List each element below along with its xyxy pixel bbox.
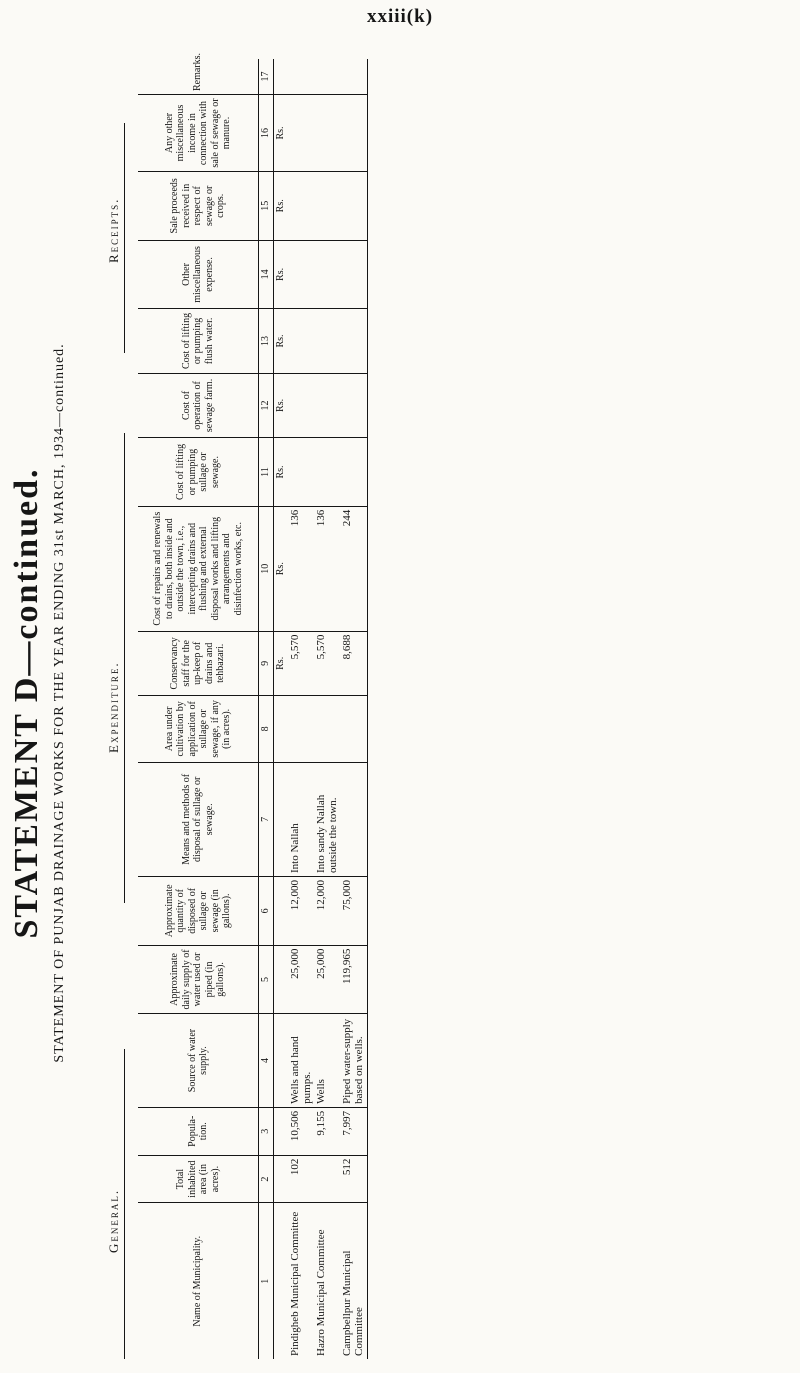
cell-repairs: 244: [340, 506, 367, 631]
col-header: Total inhabited area (in acres).: [138, 1155, 259, 1203]
col-header: Cost of lifting or pumping flush water.: [138, 309, 259, 373]
table-row: [288, 59, 314, 1359]
cell-cons: 5,570: [288, 631, 314, 695]
col-header: Remarks.: [138, 59, 259, 95]
unit-cell: Rs.: [274, 171, 289, 240]
col-header: Popula- tion.: [138, 1107, 259, 1155]
cell-misc: [314, 240, 340, 309]
group-expenditure-line: [124, 433, 125, 903]
cell-method: [340, 762, 367, 876]
col-header: Means and methods of disposal of sullage or sewage.: [138, 762, 259, 876]
col-header: Cost of operation of sewage farm.: [138, 373, 259, 437]
cell-supply: 25,000: [314, 945, 340, 1014]
header-row: [138, 59, 259, 1359]
cell-name: Pindigheb Municipal Committee: [289, 1211, 301, 1356]
col-header: Name of Municipality.: [138, 1203, 259, 1359]
cell-repairs: 136: [288, 506, 314, 631]
col-number: 2: [259, 1155, 274, 1203]
cell-sewage: 12,000: [314, 877, 340, 946]
cell-src: Piped water-supply based on wells.: [340, 1014, 367, 1108]
col-number: 11: [259, 438, 274, 507]
cell-remarks: [288, 59, 314, 95]
col-number: 17: [259, 59, 274, 95]
cell-cult: [314, 696, 340, 763]
unit-cell: Rs.: [274, 373, 289, 437]
cell-area: 102: [288, 1155, 314, 1203]
col-header: Other miscellaneous expense.: [138, 240, 259, 309]
table-row: [314, 59, 340, 1359]
col-number: 9: [259, 631, 274, 695]
cell-lift: [288, 438, 314, 507]
cell-src: Wells: [314, 1014, 340, 1108]
col-number: 14: [259, 240, 274, 309]
cell-lift: [340, 438, 367, 507]
cell-repairs: 136: [314, 506, 340, 631]
col-header: Source of water supply.: [138, 1014, 259, 1108]
cell-sewage: 12,000: [288, 877, 314, 946]
cell-supply: 25,000: [288, 945, 314, 1014]
cell-sale: [314, 171, 340, 240]
drainage-table: [138, 52, 368, 1359]
statement-title: STATEMENT D—continued.: [8, 467, 45, 939]
col-number: 13: [259, 309, 274, 373]
unit-cell: Rs.: [274, 631, 289, 695]
cell-area: [314, 1155, 340, 1203]
table-row: [340, 59, 367, 1359]
col-number: 6: [259, 877, 274, 946]
cell-cons: 5,570: [314, 631, 340, 695]
col-header: Any other miscellaneous income in connection with sale of sewage or manure.: [138, 95, 259, 172]
col-number: 3: [259, 1107, 274, 1155]
col-number: 5: [259, 945, 274, 1014]
cell-mincome: [288, 95, 314, 172]
cell-flush: [288, 309, 314, 373]
cell-misc: [288, 240, 314, 309]
cell-supply: 119,965: [340, 945, 367, 1014]
col-number: 7: [259, 762, 274, 876]
cell-remarks: [314, 59, 340, 95]
statement-subtitle: STATEMENT OF PUNJAB DRAINAGE WORKS FOR THE YEAR ENDING 31st MARCH, 1934—continued.: [52, 343, 67, 1063]
cell-mincome: [340, 95, 367, 172]
col-header: Cost of lifting or pumping sullage or sewage.: [138, 438, 259, 507]
unit-cell: [274, 59, 289, 95]
unit-cell: [274, 696, 289, 763]
unit-cell: [274, 877, 289, 946]
col-header: Approximate daily supply of water used or piped (in gallons).: [138, 945, 259, 1014]
cell-sewage: 75,000: [340, 877, 367, 946]
col-number: 8: [259, 696, 274, 763]
column-number-row: [259, 59, 274, 1359]
col-number: 1: [259, 1203, 274, 1359]
cell-sale: [340, 171, 367, 240]
cell-cult: [340, 696, 367, 763]
cell-mincome: [314, 95, 340, 172]
group-receipts-line: [124, 123, 125, 353]
cell-method: Into Nallah: [288, 762, 314, 876]
col-header: Conservancy staff for the up-keep of drains and tehbazari.: [138, 631, 259, 695]
unit-cell: Rs.: [274, 438, 289, 507]
cell-name: Campbellpur Municipal Committee: [340, 1203, 367, 1359]
cell-flush: [314, 309, 340, 373]
cell-src: Wells and hand pumps.: [288, 1014, 314, 1108]
unit-cell: Rs.: [274, 506, 289, 631]
col-header: Sale proceeds received in respect of sewage or crops.: [138, 171, 259, 240]
unit-cell: [274, 1014, 289, 1108]
col-header: Approximate quantity of disposed of sullage or sewage (in gallons).: [138, 877, 259, 946]
unit-cell: Rs.: [274, 95, 289, 172]
rotated-page: [0, 33, 800, 1373]
unit-cell: [274, 762, 289, 876]
group-receipts: Receipts.: [106, 197, 121, 263]
cell-pop: 7,997: [340, 1107, 367, 1155]
cell-pop: 9,155: [314, 1107, 340, 1155]
cell-lift: [314, 438, 340, 507]
cell-pop: 10,506: [288, 1107, 314, 1155]
col-number: 4: [259, 1014, 274, 1108]
unit-cell: Rs.: [274, 309, 289, 373]
cell-remarks: [340, 59, 367, 95]
cell-cult: [288, 696, 314, 763]
unit-row: [274, 59, 289, 1359]
cell-misc: [340, 240, 367, 309]
col-number: 10: [259, 506, 274, 631]
unit-cell: [274, 1107, 289, 1155]
group-general: General.: [106, 1188, 121, 1253]
cell-name: Hazro Municipal Committee: [315, 1229, 328, 1356]
col-header: Cost of repairs and renewals to drains, both inside and outside the town, i.e., intercepting drains and flushing and external disposal works and lifting arrangements and disinfection works, etc.: [138, 506, 259, 631]
cell-method: Into sandy Nallah outside the town.: [314, 762, 340, 876]
col-header: Area under cultivation by application of sullage or sewage, if any (in acres).: [138, 696, 259, 763]
unit-cell: Rs.: [274, 240, 289, 309]
cell-area: 512: [340, 1155, 367, 1203]
unit-cell: [274, 1203, 289, 1359]
cell-farm: [340, 373, 367, 437]
col-number: 16: [259, 95, 274, 172]
unit-cell: [274, 945, 289, 1014]
cell-farm: [314, 373, 340, 437]
page-number: xxiii(k): [366, 6, 434, 27]
cell-sale: [288, 171, 314, 240]
cell-flush: [340, 309, 367, 373]
col-number: 12: [259, 373, 274, 437]
group-general-line: [124, 1049, 125, 1359]
cell-cons: 8,688: [340, 631, 367, 695]
col-number: 15: [259, 171, 274, 240]
cell-farm: [288, 373, 314, 437]
unit-cell: [274, 1155, 289, 1203]
group-expenditure: Expenditure.: [106, 661, 121, 753]
